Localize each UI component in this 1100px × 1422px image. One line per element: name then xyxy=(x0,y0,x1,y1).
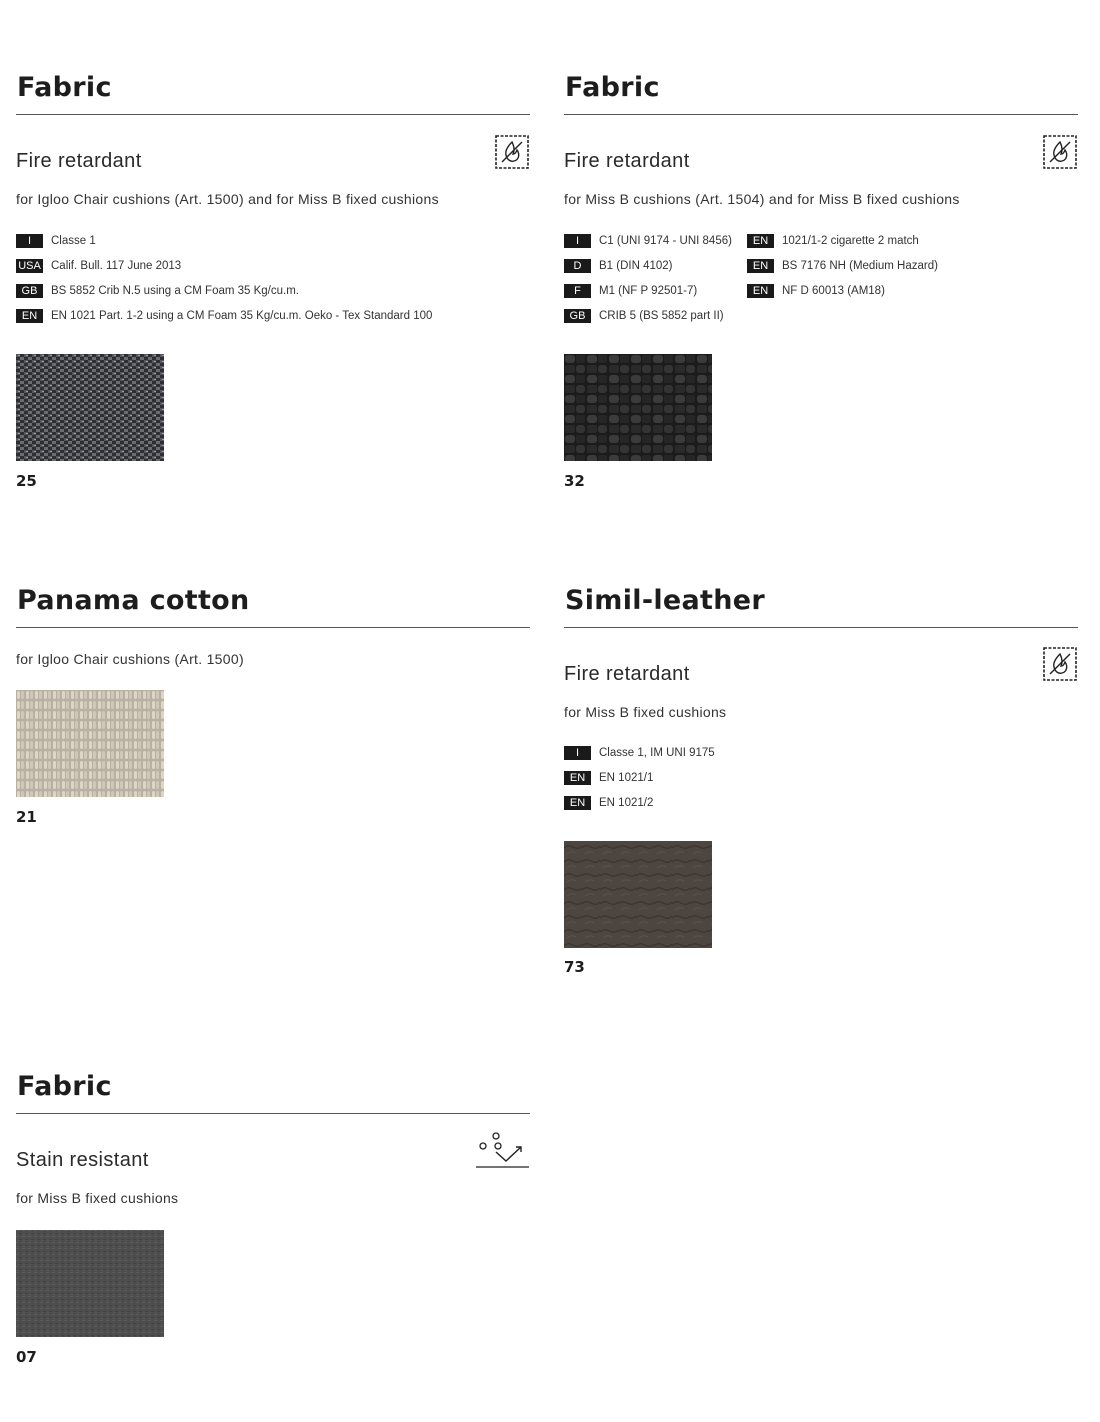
section-description: for Igloo Chair cushions (Art. 1500) xyxy=(16,651,244,667)
divider xyxy=(564,114,1078,115)
section-description: for Igloo Chair cushions (Art. 1500) and for Miss B fixed cushions xyxy=(16,191,439,207)
section-description: for Miss B fixed cushions xyxy=(564,704,727,720)
cert-row xyxy=(16,253,432,278)
country-badge: EN xyxy=(747,259,774,273)
fire-retardant-icon xyxy=(494,134,530,170)
country-badge: I xyxy=(16,234,43,248)
cert-row xyxy=(747,253,938,278)
fabric-swatch xyxy=(16,354,164,461)
divider xyxy=(564,627,1078,628)
cert-row xyxy=(16,228,432,253)
section-subtitle: Fire retardant xyxy=(564,150,690,172)
cert-row xyxy=(16,278,432,303)
cert-row xyxy=(564,303,732,328)
cert-text: 1021/1-2 cigarette 2 match xyxy=(782,234,919,247)
cert-row xyxy=(16,303,432,328)
section-description: for Miss B fixed cushions xyxy=(16,1190,179,1206)
divider xyxy=(16,1113,530,1114)
fire-retardant-icon xyxy=(1042,646,1078,682)
cert-row xyxy=(564,790,715,815)
section-title: Fabric xyxy=(17,1071,112,1102)
section-subtitle: Fire retardant xyxy=(16,150,142,172)
section-title: Fabric xyxy=(17,72,112,103)
cert-text: EN 1021/1 xyxy=(599,771,654,784)
cert-text: EN 1021/2 xyxy=(599,796,654,809)
section-subtitle: Stain resistant xyxy=(16,1149,149,1171)
cert-text: EN 1021 Part. 1-2 using a CM Foam 35 Kg/cu.m. Oeko - Tex Standard 100 xyxy=(51,309,433,322)
country-badge: I xyxy=(564,234,591,248)
fabric-swatch xyxy=(564,841,712,948)
cert-row xyxy=(747,228,938,253)
country-badge: EN xyxy=(16,309,43,323)
section-title: Panama cotton xyxy=(17,585,250,616)
cert-text: Classe 1 xyxy=(51,234,96,247)
country-badge: EN xyxy=(747,234,774,248)
stain-resistant-icon xyxy=(474,1130,530,1170)
cert-text: BS 5852 Crib N.5 using a CM Foam 35 Kg/cu.m. xyxy=(51,284,299,297)
section-fabric-fire-retardant-left xyxy=(16,69,530,509)
cert-text: M1 (NF P 92501-7) xyxy=(599,284,698,297)
section-fabric-fire-retardant-right xyxy=(564,69,1078,509)
cert-text: BS 7176 NH (Medium Hazard) xyxy=(782,259,938,272)
country-badge: D xyxy=(564,259,591,273)
country-badge: GB xyxy=(564,309,591,323)
cert-row xyxy=(564,278,732,303)
cert-text: Calif. Bull. 117 June 2013 xyxy=(51,259,182,272)
cert-text: CRIB 5 (BS 5852 part II) xyxy=(599,309,724,322)
cert-text: C1 (UNI 9174 - UNI 8456) xyxy=(599,234,732,247)
cert-row xyxy=(564,765,715,790)
swatch-code: 32 xyxy=(564,472,585,490)
fabric-swatch xyxy=(16,1230,164,1337)
country-badge: I xyxy=(564,746,591,760)
cert-text: B1 (DIN 4102) xyxy=(599,259,673,272)
fabric-swatch xyxy=(564,354,712,461)
cert-text: Classe 1, IM UNI 9175 xyxy=(599,746,715,759)
swatch-code: 21 xyxy=(16,808,37,826)
swatch-code: 25 xyxy=(16,472,37,490)
swatch-code: 07 xyxy=(16,1348,37,1366)
section-fabric-stain-resistant xyxy=(16,1068,530,1388)
cert-row xyxy=(747,278,938,303)
section-simil-leather xyxy=(564,582,1078,1002)
country-badge: F xyxy=(564,284,591,298)
section-description: for Miss B cushions (Art. 1504) and for Miss B fixed cushions xyxy=(564,191,960,207)
divider xyxy=(16,114,530,115)
country-badge: EN xyxy=(747,284,774,298)
cert-row xyxy=(564,253,732,278)
fire-retardant-icon xyxy=(1042,134,1078,170)
country-badge: EN xyxy=(564,771,591,785)
country-badge: USA xyxy=(16,259,43,273)
cert-row xyxy=(564,740,715,765)
cert-text: NF D 60013 (AM18) xyxy=(782,284,885,297)
fabric-swatch xyxy=(16,690,164,797)
section-subtitle: Fire retardant xyxy=(564,663,690,685)
section-title: Simil-leather xyxy=(565,585,765,616)
section-panama-cotton xyxy=(16,582,530,842)
country-badge: EN xyxy=(564,796,591,810)
swatch-code: 73 xyxy=(564,958,585,976)
cert-row xyxy=(564,228,732,253)
divider xyxy=(16,627,530,628)
country-badge: GB xyxy=(16,284,43,298)
section-title: Fabric xyxy=(565,72,660,103)
